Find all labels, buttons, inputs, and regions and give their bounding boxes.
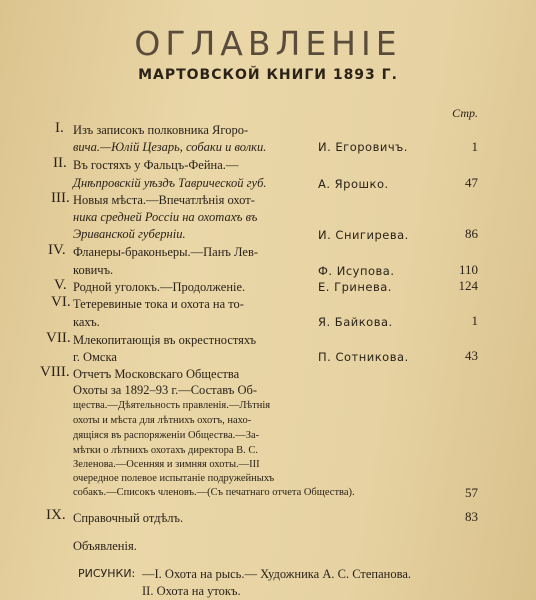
entry-page: 1 bbox=[471, 313, 478, 328]
entry-line: Отчетъ Московскаго Общества bbox=[73, 367, 240, 381]
entry-number: III. bbox=[51, 190, 70, 206]
entry-line: дящіяся въ распоряженіи Общества.—За- bbox=[73, 430, 260, 441]
entry-author: Я. Байкова. bbox=[318, 315, 393, 329]
entry-number: IX. bbox=[46, 507, 66, 523]
entry-line: Фланеры-браконьеры.—Панъ Лев- bbox=[73, 245, 259, 259]
entry-line: Млекопитающія въ окрестностяхъ bbox=[73, 333, 257, 347]
entry-line: Зеленова.—Осенняя и зимняя охоты.—III bbox=[73, 459, 260, 470]
entry-page: 86 bbox=[465, 226, 478, 241]
entry-author: А. Ярошко. bbox=[318, 177, 389, 191]
entry-page: 57 bbox=[465, 485, 478, 500]
entry-author: Ф. Исупова. bbox=[318, 264, 395, 278]
entry-line: Охоты за 1892–93 г.—Составъ Об- bbox=[73, 383, 258, 397]
entry-line: Въ гостяхъ у Фальцъ-Фейна.— bbox=[73, 158, 239, 172]
page-subtitle: МАРТОВСКОЙ КНИГИ 1893 Г. bbox=[138, 67, 398, 83]
entry-line: очередное полевое испытаніе подружейныхъ bbox=[73, 473, 275, 484]
page-column-header: Стр. bbox=[452, 106, 478, 120]
entry-number: VI. bbox=[51, 294, 71, 310]
entry-page: 43 bbox=[465, 348, 478, 363]
entry-author: Е. Гринева. bbox=[318, 280, 392, 294]
entry-number: II. bbox=[53, 155, 67, 171]
entry-number: VIII. bbox=[40, 364, 70, 380]
entry-line: Эриванской губерніи. bbox=[73, 227, 186, 241]
entry-number: VII. bbox=[46, 330, 71, 346]
entry-line: Справочный отдѣлъ. bbox=[73, 511, 184, 525]
entry-number: V. bbox=[54, 277, 67, 293]
entry-page: 1 bbox=[471, 139, 478, 154]
advertisements-label: Объявленія. bbox=[73, 539, 137, 553]
entry-author: И. Снигирева. bbox=[318, 228, 409, 242]
entry-page: 124 bbox=[458, 278, 478, 293]
entry-line: вича.—Юлій Цезарь, собаки и волки. bbox=[73, 140, 267, 154]
entry-line: кахъ. bbox=[73, 315, 100, 329]
entry-number: I. bbox=[55, 120, 64, 136]
entry-line: щества.—Дѣятельность правленія.—Лѣтнія bbox=[73, 400, 271, 411]
illustration-item: II. Охота на утокъ. bbox=[142, 584, 241, 598]
entry-line: ковичъ. bbox=[73, 263, 114, 277]
page-title: ОГЛАВЛЕНIЕ bbox=[134, 24, 402, 63]
entry-line: Днѣпровскій уѣздъ Таврической губ. bbox=[73, 176, 267, 190]
entry-line: Родной уголокъ.—Продолженіе. bbox=[73, 280, 246, 294]
entry-author: П. Сотникова. bbox=[318, 350, 409, 364]
entry-line: Тетеревиные тока и охота на то- bbox=[73, 297, 244, 311]
entry-line: Изъ записокъ полковника Ягоро- bbox=[73, 123, 249, 137]
entry-line: ника средней Россіи на охотахъ въ bbox=[73, 210, 258, 224]
entry-author: И. Егоровичъ. bbox=[318, 140, 408, 154]
illustration-item: —I. Охота на рысь.— Художника А. С. Степанова. bbox=[142, 567, 411, 581]
entry-number: IV. bbox=[48, 242, 66, 258]
entry-line: охоты и мѣста для лѣтнихъ охотъ, нахо- bbox=[73, 415, 252, 426]
entry-line: Новыя мѣста.—Впечатлѣнія охот- bbox=[73, 193, 255, 207]
entry-line: г. Омска bbox=[73, 350, 117, 364]
entry-page: 110 bbox=[458, 262, 478, 277]
illustrations-label: РИСУНКИ: bbox=[78, 567, 136, 580]
entry-page: 83 bbox=[465, 509, 478, 524]
entry-line: мѣтки о лѣтнихъ охотахъ директора В. С. bbox=[73, 445, 259, 456]
entry-page: 47 bbox=[465, 175, 478, 190]
entry-line: собакъ.—Списокъ членовъ.—(Съ печатнаго отчета Общества). bbox=[73, 487, 355, 498]
